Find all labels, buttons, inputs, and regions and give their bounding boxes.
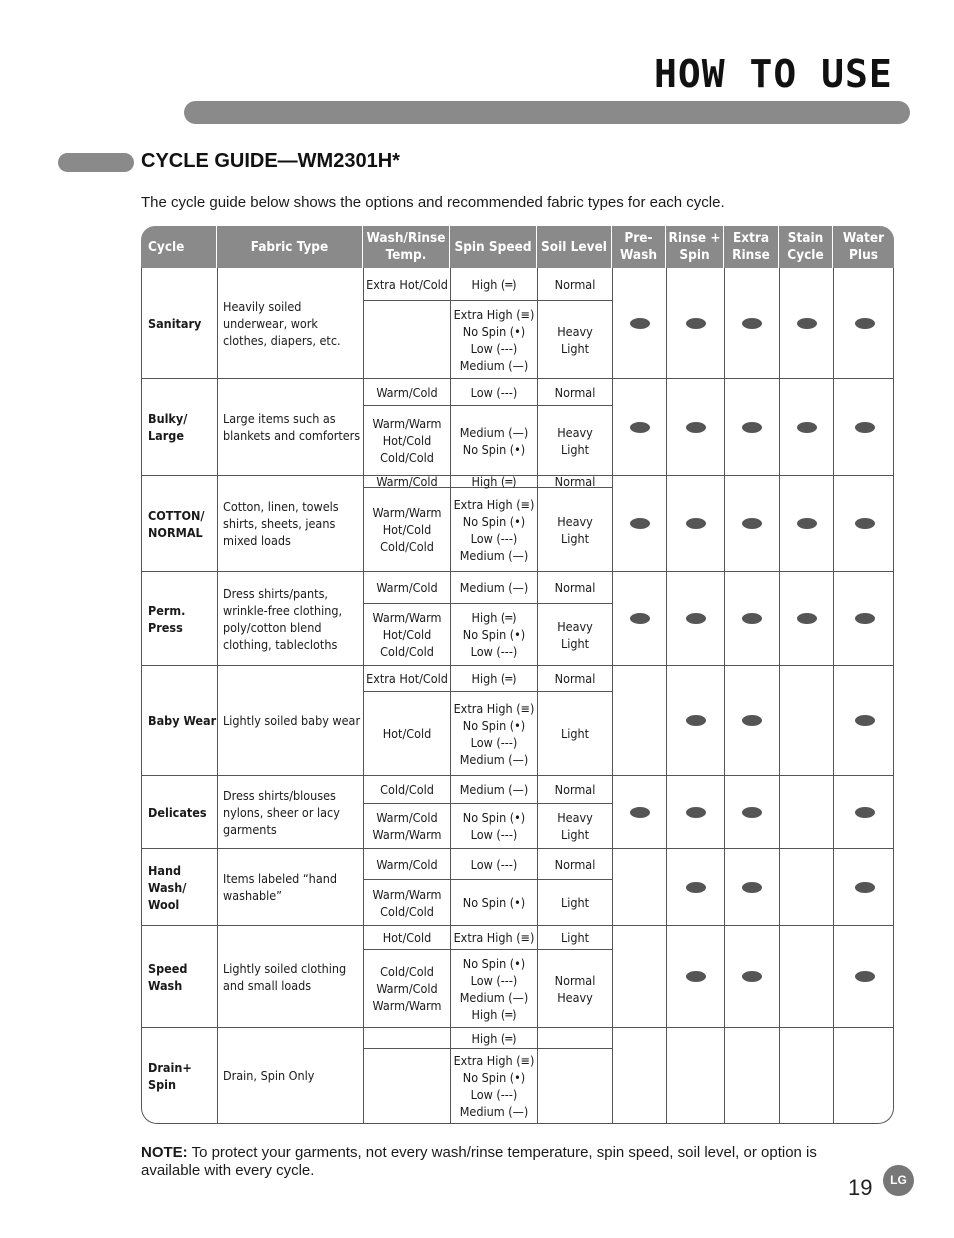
- pre-wash-cell: [613, 476, 667, 571]
- rinse-spin-cell: [667, 666, 725, 775]
- temp-default: Warm/Cold: [364, 379, 450, 406]
- cycle-name: Hand Wash/ Wool: [142, 849, 218, 925]
- lg-logo-icon: LG: [883, 1165, 914, 1196]
- fabric-type: Drain, Spin Only: [218, 1028, 364, 1123]
- table-row: [142, 379, 893, 476]
- temp-default: Warm/Cold: [364, 572, 450, 604]
- table-row: [142, 476, 893, 572]
- spin-speed-default: High (═): [451, 268, 537, 301]
- temp-other: Warm/Warm Hot/Cold Cold/Cold: [372, 610, 442, 659]
- temp-other: [364, 301, 450, 378]
- soil-level-default: Normal: [538, 268, 612, 301]
- spin-speed-default: High (═): [451, 666, 537, 692]
- col-header-spin-speed: Spin Speed: [450, 226, 537, 268]
- option-available-dot-icon: [742, 518, 762, 529]
- temp-default: Warm/Cold: [364, 476, 450, 488]
- extra-rinse-cell: [725, 776, 780, 848]
- stain-cycle-cell: [780, 572, 834, 665]
- extra-rinse-cell: [725, 379, 780, 475]
- fabric-type: Large items such as blankets and comforters: [218, 379, 364, 475]
- extra-rinse-cell: [725, 849, 780, 925]
- extra-rinse-cell: [725, 926, 780, 1027]
- soil-level-default: [538, 1028, 612, 1049]
- option-available-dot-icon: [855, 807, 875, 818]
- spin-speed-default: Low (---): [451, 849, 537, 880]
- col-header-water-plus: Water Plus: [842, 230, 885, 263]
- temp-cell: [364, 666, 451, 775]
- temp-default: Cold/Cold: [364, 776, 450, 804]
- temp-cell: [364, 476, 451, 571]
- temp-cell: [364, 849, 451, 925]
- soil-level-default: Normal: [538, 379, 612, 406]
- temp-default: Warm/Cold: [364, 849, 450, 880]
- table-row: [142, 926, 893, 1028]
- water-plus-cell: [834, 776, 895, 848]
- option-available-dot-icon: [742, 971, 762, 982]
- col-header-extra-rinse: Extra Rinse: [724, 226, 779, 268]
- note: [141, 1144, 821, 1180]
- rinse-spin-cell: [667, 1028, 725, 1123]
- cycle-name: Bulky/ Large: [142, 379, 218, 475]
- spin-speed-cell: [451, 849, 538, 925]
- spin-speed-default: Low (---): [451, 379, 537, 406]
- stain-cycle-cell: [780, 926, 834, 1027]
- spin-speed-other: Extra High (≡) No Spin (•) Low (---) Medium (—): [453, 306, 535, 373]
- col-header-pre-wash: Pre-Wash: [612, 226, 666, 268]
- soil-level-default: Normal: [538, 476, 612, 488]
- spin-speed-other: No Spin (•): [462, 895, 526, 910]
- option-available-dot-icon: [742, 422, 762, 433]
- spin-speed-cell: [451, 926, 538, 1027]
- cycle-name: Speed Wash: [142, 926, 218, 1027]
- soil-level-other: Light: [560, 895, 590, 910]
- col-header-temp: Wash/Rinse Temp.: [363, 226, 450, 268]
- option-available-dot-icon: [855, 971, 875, 982]
- extra-rinse-cell: [725, 476, 780, 571]
- extra-rinse-cell: [725, 572, 780, 665]
- option-available-dot-icon: [686, 807, 706, 818]
- table-row: [142, 849, 893, 926]
- soil-level-default: Normal: [538, 776, 612, 804]
- extra-rinse-cell: [725, 666, 780, 775]
- soil-level-default: Normal: [538, 572, 612, 604]
- water-plus-cell: [834, 476, 895, 571]
- temp-default: Extra Hot/Cold: [364, 268, 450, 301]
- col-header-stain-cycle: Stain Cycle: [779, 226, 833, 268]
- soil-level-cell: [538, 476, 613, 571]
- fabric-type: Dress shirts/blouses nylons, sheer or lacy garments: [218, 776, 364, 848]
- cycle-name: COTTON/ NORMAL: [142, 476, 218, 571]
- stain-cycle-cell: [780, 776, 834, 848]
- soil-level-other: Normal Heavy: [554, 972, 596, 1005]
- soil-level-cell: [538, 379, 613, 475]
- soil-level-other: Heavy Light: [557, 323, 593, 356]
- intro-text: The cycle guide below shows the options and recommended fabric types for each cycle.: [141, 194, 725, 211]
- option-available-dot-icon: [630, 518, 650, 529]
- fabric-type: Lightly soiled baby wear: [218, 666, 364, 775]
- option-available-dot-icon: [686, 318, 706, 329]
- pre-wash-cell: [613, 776, 667, 848]
- water-plus-cell: [834, 926, 895, 1027]
- temp-cell: [364, 379, 451, 475]
- cycle-name: Perm. Press: [142, 572, 218, 665]
- pre-wash-cell: [613, 926, 667, 1027]
- rinse-spin-cell: [667, 379, 725, 475]
- soil-level-cell: [538, 1028, 613, 1123]
- temp-default: Hot/Cold: [364, 926, 450, 950]
- note-text: To protect your garments, not every wash/rinse temperature, spin speed, soil level, or option is available with every cycle.: [141, 1144, 817, 1179]
- cycle-name: Baby Wear: [142, 666, 218, 775]
- note-label: NOTE:: [141, 1144, 188, 1161]
- soil-level-other: Heavy Light: [557, 424, 593, 457]
- water-plus-cell: [834, 666, 895, 775]
- pre-wash-cell: [613, 666, 667, 775]
- rinse-spin-cell: [667, 776, 725, 848]
- fabric-type: Cotton, linen, towels shirts, sheets, jeans mixed loads: [218, 476, 364, 571]
- spin-speed-default: High (═): [451, 1028, 537, 1049]
- section-title: CYCLE GUIDE—WM2301H*: [141, 150, 400, 172]
- pre-wash-cell: [613, 1028, 667, 1123]
- fabric-type: Dress shirts/pants, wrinkle-free clothing, poly/cotton blend clothing, tablecloths: [218, 572, 364, 665]
- option-available-dot-icon: [686, 422, 706, 433]
- col-header-cycle: Cycle: [141, 226, 217, 268]
- spin-speed-default: Extra High (≡): [451, 926, 537, 950]
- stain-cycle-cell: [780, 666, 834, 775]
- option-available-dot-icon: [742, 318, 762, 329]
- soil-level-other: Light: [560, 726, 590, 741]
- rinse-spin-cell: [667, 849, 725, 925]
- pre-wash-cell: [613, 268, 667, 378]
- spin-speed-cell: [451, 572, 538, 665]
- option-available-dot-icon: [630, 613, 650, 624]
- rinse-spin-cell: [667, 476, 725, 571]
- water-plus-cell: [834, 379, 895, 475]
- stain-cycle-cell: [780, 476, 834, 571]
- temp-other: Warm/Cold Warm/Warm: [372, 810, 442, 842]
- section-marker: [58, 153, 134, 172]
- spin-speed-default: High (═): [451, 476, 537, 488]
- temp-default: [364, 1028, 450, 1049]
- water-plus-cell: [834, 268, 895, 378]
- cycle-guide-table: [141, 226, 894, 1124]
- spin-speed-other: Extra High (≡) No Spin (•) Low (---) Medium (—): [453, 496, 535, 563]
- extra-rinse-cell: [725, 1028, 780, 1123]
- table-row: [142, 572, 893, 666]
- soil-level-cell: [538, 926, 613, 1027]
- temp-cell: [364, 1028, 451, 1123]
- spin-speed-default: Medium (—): [451, 776, 537, 804]
- table-row: [142, 666, 893, 776]
- soil-level-cell: [538, 572, 613, 665]
- option-available-dot-icon: [855, 613, 875, 624]
- water-plus-cell: [834, 1028, 895, 1123]
- option-available-dot-icon: [855, 882, 875, 893]
- water-plus-cell: [834, 572, 895, 665]
- soil-level-other: Heavy Light: [557, 618, 593, 651]
- stain-cycle-cell: [780, 268, 834, 378]
- option-available-dot-icon: [855, 422, 875, 433]
- option-available-dot-icon: [742, 807, 762, 818]
- page-header-title: HOW TO USE: [654, 52, 893, 96]
- spin-speed-other: High (═) No Spin (•) Low (---): [462, 610, 526, 659]
- table-row: [142, 268, 893, 379]
- spin-speed-cell: [451, 776, 538, 848]
- table-row: [142, 1028, 893, 1123]
- extra-rinse-cell: [725, 268, 780, 378]
- header-bar: [184, 101, 910, 124]
- temp-cell: [364, 268, 451, 378]
- temp-other: [364, 1049, 450, 1123]
- water-plus-cell: [834, 849, 895, 925]
- soil-level-cell: [538, 268, 613, 378]
- stain-cycle-cell: [780, 379, 834, 475]
- temp-other: Warm/Warm Hot/Cold Cold/Cold: [372, 416, 442, 465]
- spin-speed-cell: [451, 379, 538, 475]
- soil-level-cell: [538, 776, 613, 848]
- option-available-dot-icon: [686, 613, 706, 624]
- option-available-dot-icon: [797, 318, 817, 329]
- soil-level-cell: [538, 849, 613, 925]
- table-row: [142, 776, 893, 849]
- spin-speed-cell: [451, 1028, 538, 1123]
- option-available-dot-icon: [742, 715, 762, 726]
- soil-level-default: Light: [538, 926, 612, 950]
- spin-speed-other: No Spin (•) Low (---) Medium (—) High (═): [459, 955, 529, 1022]
- soil-level-default: Normal: [538, 666, 612, 692]
- table-body: [141, 268, 894, 1124]
- option-available-dot-icon: [742, 882, 762, 893]
- spin-speed-cell: [451, 666, 538, 775]
- rinse-spin-cell: [667, 926, 725, 1027]
- temp-cell: [364, 572, 451, 665]
- temp-other: Warm/Warm Hot/Cold Cold/Cold: [372, 505, 442, 554]
- cycle-name: Drain+ Spin: [142, 1028, 218, 1123]
- pre-wash-cell: [613, 572, 667, 665]
- col-header-rinse-spin: Rinse + Spin: [666, 226, 724, 268]
- option-available-dot-icon: [742, 613, 762, 624]
- option-available-dot-icon: [797, 613, 817, 624]
- col-header-fabric-type: Fabric Type: [217, 226, 363, 268]
- fabric-type: Items labeled “hand washable”: [218, 849, 364, 925]
- temp-other: Cold/Cold Warm/Cold Warm/Warm: [372, 964, 442, 1013]
- spin-speed-other: No Spin (•) Low (---): [462, 810, 526, 842]
- fabric-type: Heavily soiled underwear, work clothes, diapers, etc.: [218, 268, 364, 378]
- option-available-dot-icon: [855, 318, 875, 329]
- option-available-dot-icon: [797, 518, 817, 529]
- temp-default: Extra Hot/Cold: [364, 666, 450, 692]
- table-header: [141, 226, 894, 268]
- stain-cycle-cell: [780, 849, 834, 925]
- pre-wash-cell: [613, 849, 667, 925]
- temp-cell: [364, 926, 451, 1027]
- option-available-dot-icon: [630, 318, 650, 329]
- spin-speed-default: Medium (—): [451, 572, 537, 604]
- soil-level-other: Heavy Light: [557, 513, 593, 546]
- option-available-dot-icon: [686, 882, 706, 893]
- option-available-dot-icon: [630, 422, 650, 433]
- page-number: 19: [848, 1175, 873, 1200]
- option-available-dot-icon: [855, 518, 875, 529]
- fabric-type: Lightly soiled clothing and small loads: [218, 926, 364, 1027]
- col-header-soil-level: Soil Level: [537, 226, 612, 268]
- rinse-spin-cell: [667, 572, 725, 665]
- pre-wash-cell: [613, 379, 667, 475]
- temp-other: Hot/Cold: [382, 726, 432, 741]
- option-available-dot-icon: [686, 715, 706, 726]
- temp-cell: [364, 776, 451, 848]
- soil-level-default: Normal: [538, 849, 612, 880]
- option-available-dot-icon: [630, 807, 650, 818]
- spin-speed-other: Extra High (≡) No Spin (•) Low (---) Medium (—): [453, 1053, 535, 1119]
- temp-other: Warm/Warm Cold/Cold: [372, 886, 442, 919]
- soil-level-cell: [538, 666, 613, 775]
- cycle-name: Sanitary: [142, 268, 218, 378]
- cycle-name: Delicates: [142, 776, 218, 848]
- option-available-dot-icon: [855, 715, 875, 726]
- option-available-dot-icon: [797, 422, 817, 433]
- option-available-dot-icon: [686, 518, 706, 529]
- rinse-spin-cell: [667, 268, 725, 378]
- spin-speed-cell: [451, 268, 538, 378]
- spin-speed-other: Extra High (≡) No Spin (•) Low (---) Medium (—): [453, 700, 535, 767]
- spin-speed-cell: [451, 476, 538, 571]
- soil-level-other: [538, 1049, 612, 1123]
- stain-cycle-cell: [780, 1028, 834, 1123]
- spin-speed-other: Medium (—) No Spin (•): [459, 424, 529, 457]
- option-available-dot-icon: [686, 971, 706, 982]
- soil-level-other: Heavy Light: [557, 810, 593, 842]
